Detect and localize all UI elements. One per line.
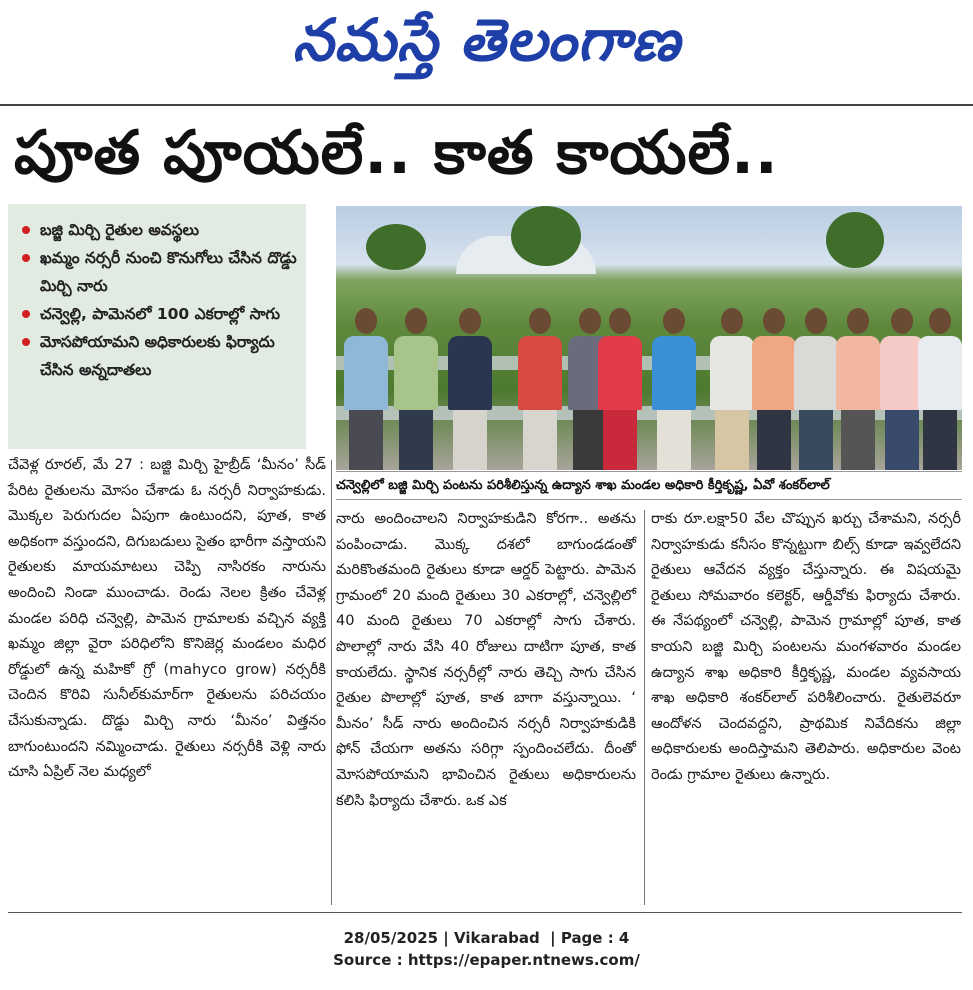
person-figure [652, 308, 696, 470]
bullet-icon [22, 254, 30, 262]
highlights-box [8, 204, 306, 449]
bullet-icon [22, 226, 30, 234]
person-figure [518, 308, 562, 470]
column-divider [644, 510, 645, 905]
headline: పూత పూయలే.. కాత కాయలే.. [14, 118, 779, 188]
person-figure [344, 308, 388, 470]
person-figure [710, 308, 754, 470]
column-divider [331, 460, 332, 905]
person-figure [448, 308, 492, 470]
person-figure [918, 308, 962, 470]
person-figure [394, 308, 438, 470]
footer-dateline: 28/05/2025 | Vikarabad | Page : 4 [343, 929, 630, 947]
person-figure [836, 308, 880, 470]
tree-shape [366, 224, 426, 270]
highlight-item: మోసపోయామని అధికారులకు ఫిర్యాదు చేసిన అన్నదాతలు [20, 328, 300, 384]
footer [0, 927, 973, 971]
footer-source-link[interactable]: Source : https://epaper.ntnews.com/ [333, 951, 640, 969]
highlight-item: చన్వెల్లి, పామెనలో 100 ఎకరాల్లో సాగు [20, 300, 300, 328]
bullet-icon [22, 310, 30, 318]
caption-rule [336, 471, 962, 472]
tree-shape [511, 206, 581, 266]
article-column-3: రాకు రూ.లక్షా50 వేల చొప్పున ఖర్చు చేశామని, నర్సరీ నిర్వాహకుడు కనీసం కొన్నట్టుగా బిల్స్‌ కూడా ఇవ్వలేదని రైతులు ఆవేదన వ్యక్తం చేస్తున్నారు. ఈ విషయమై రైతులు సోమవారం కలెక్టర్‌, ఆర్డీవోకు ఫిర్యాదు చేశారు. ఈ నేపథ్యంలో చన్వెల్లి, పామెన గ్రామాల్లో పూత, కాత కాయని బజ్జి మిర్చి పంటలను మంగళవారం మండల ఉద్యాన శాఖ అధికారి కీర్తికృష్ణ, మండల వ్యవసాయ శాఖ అధికారి శంకర్‌లాల్‌ పరిశీలించారు. రైతులెవరూ ఆందోళన చెందవద్దని, ప్రాథమిక నివేదికను జిల్లా అధికారులకు అందిస్తామని తెలిపారు. అధికారుల వెంట రెండు గ్రామాల రైతులు ఉన్నారు. [651, 511, 961, 783]
news-photo [336, 206, 962, 470]
person-figure [752, 308, 796, 470]
tree-shape [826, 212, 884, 268]
person-figure [598, 308, 642, 470]
caption-rule [336, 499, 962, 500]
photo-caption: చన్వెల్లిలో బజ్జి మిర్చి పంటను పరిశీలిస్తున్న ఉద్యాన శాఖ మండల అధికారి కీర్తికృష్ణ, ఏవో శంకర్‌లాల్ [336, 478, 830, 493]
masthead [0, 0, 973, 100]
footer-rule [8, 912, 962, 913]
article-column-2: నారు అందించాలని నిర్వాహకుడిని కోరగా.. అతను పంపించాడు. మొక్క దశలో బాగుండడంతో మరికొంతమంది రైతులు కూడా ఆర్డర్‌ పెట్టారు. పామెన గ్రామంలో 20 మంది రైతులు 30 ఎకరాల్లో, చన్వెల్లిలో 40 మంది రైతులు 70 ఎకరాల్లో సాగు చేశారు. పొలాల్లో నారు వేసి 40 రోజులు దాటిగా పూత, కాత కాయలేదు. స్థానిక నర్సరీల్లో నారు తెచ్చి సాగు చేసిన రైతుల పొలాల్లో పూత, కాత బాగా వస్తున్నాయి. ‘ మీనం’ సీడ్‌ నారు అందించిన నర్సరీ నిర్వాహకుడికి ఫోన్‌ చేయగా అతను సరిగ్గా స్పందించలేదు. దీంతో మోసపోయామని భావించిన రైతులు అధికారులను కలిసి ఫిర్యాదు చేశారు. ఒక ఎక [336, 511, 636, 809]
highlight-item: బజ్జి మిర్చి రైతుల అవస్థలు [20, 216, 300, 244]
highlight-item: ఖమ్మం నర్సరీ నుంచి కొనుగోలు చేసిన దొడ్డు మిర్చి నారు [20, 244, 300, 300]
newspaper-logo: నమస్తే తెలంగాణ [292, 6, 681, 74]
masthead-divider [0, 104, 973, 106]
person-figure [794, 308, 838, 470]
bullet-icon [22, 338, 30, 346]
article-column-1: చేవెళ్ల రూరల్‌, మే 27 : బజ్జి మిర్చి హైబ్రీడ్‌ ‘మీనం’ సీడ్‌ పేరిట రైతులను మోసం చేశాడు ఓ నర్సరీ నిర్వాహకుడు. మొక్కల పెరుగుదల ఏపుగా ఉంటుందని, పూత, కాత అధికంగా వస్తుందని, దిగుబడులు సైతం భారీగా వస్తాయని రైతులకు మాయమాటలు చెప్పి నాసిరకం నారును అందించి నిండా ముంచాడు. రెండు నెలల క్రితం చేవెళ్ల మండల పరిధి చన్వెల్లి, పామెన గ్రామాలకు వచ్చిన వ్యక్తి ఖమ్మం జిల్లా వైరా పరిధిలోని కొనిజెర్ల మండలం మధిర రోడ్డులో ఉన్న మహికో గ్రో (mahyco grow) నర్సరీకి చెందిన కొరివి సునీల్‌కుమార్‌గా రైతులను పరిచయం చేసుకున్నాడు. దొడ్డు మిర్చి నారు ‘మీనం’ విత్తనం బాగుంటుందని నమ్మించాడు. రైతులు నర్సరీకి వెళ్లి నారు చూసి ఏప్రిల్‌ నెల మధ్యలో [8, 457, 326, 781]
